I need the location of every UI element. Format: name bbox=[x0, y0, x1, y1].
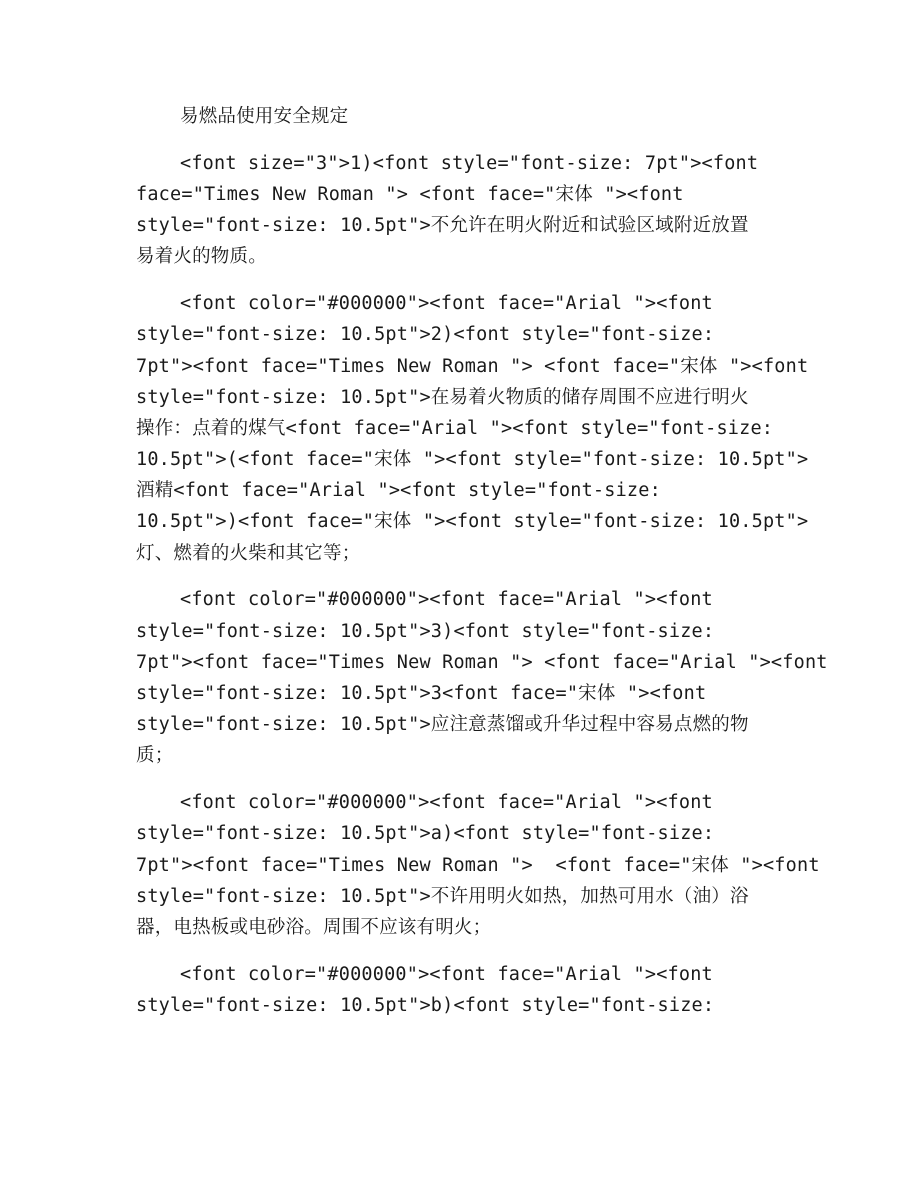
paragraph-line: 10.5pt">(<font face="宋体 "><font style="font-size: 10.5pt"> bbox=[136, 449, 809, 471]
paragraph-line: <font color="#000000"><font face="Arial "><font bbox=[180, 589, 713, 611]
paragraph-line: style="font-size: 10.5pt">2)<font style="font-size: bbox=[136, 324, 715, 346]
paragraph-line: <font color="#000000"><font face="Arial "><font bbox=[180, 963, 713, 985]
paragraph-line: style="font-size: 10.5pt">不许用明火如热，加热可用水（油）浴 bbox=[136, 885, 749, 907]
paragraph-gap bbox=[136, 772, 786, 788]
paragraph-gap bbox=[136, 132, 786, 148]
paragraph-5 bbox=[136, 959, 786, 1021]
paragraph-line: style="font-size: 10.5pt">在易着火物质的储存周围不应进行明火 bbox=[136, 386, 749, 408]
paragraph-line: <font color="#000000"><font face="Arial "><font bbox=[180, 293, 713, 315]
paragraph-line: 灯、燃着的火柴和其它等； bbox=[136, 542, 361, 564]
paragraph-2 bbox=[136, 288, 809, 569]
paragraph-line: 10.5pt">)<font face="宋体 "><font style="font-size: 10.5pt"> bbox=[136, 511, 809, 533]
paragraph-3 bbox=[136, 584, 828, 771]
paragraph-1 bbox=[136, 148, 786, 273]
paragraph-line: style="font-size: 10.5pt">a)<font style="font-size: bbox=[136, 823, 715, 845]
paragraph-line: 器，电热板或电砂浴。周围不应该有明火； bbox=[136, 916, 492, 938]
paragraph-line: style="font-size: 10.5pt">3<font face="宋体 "><font bbox=[136, 682, 707, 704]
paragraph-line: 7pt"><font face="Times New Roman "> <font face="Arial "><font bbox=[136, 651, 828, 673]
paragraph-line: 7pt"><font face="Times New Roman "> <font face="宋体 "><font bbox=[136, 355, 809, 377]
paragraph-gap bbox=[136, 943, 786, 959]
paragraph-line: 操作：点着的煤气<font face="Arial "><font style="font-size: bbox=[136, 417, 774, 439]
paragraph-gap bbox=[136, 569, 786, 585]
paragraph-gap bbox=[136, 273, 786, 289]
paragraph-line: 易着火的物质。 bbox=[136, 246, 267, 268]
paragraph-4 bbox=[136, 787, 820, 943]
paragraph-line: style="font-size: 10.5pt">不允许在明火附近和试验区域附近放置 bbox=[136, 215, 749, 237]
paragraph-line: 质； bbox=[136, 745, 174, 767]
paragraph-line: face="Times New Roman "> <font face="宋体 "><font bbox=[136, 183, 684, 205]
paragraph-line: <font size="3">1)<font style="font-size: 7pt"><font bbox=[180, 152, 759, 174]
document-body bbox=[136, 101, 828, 1021]
paragraph-line: 酒精<font face="Arial "><font style="font-size: bbox=[136, 480, 661, 502]
paragraph-line: style="font-size: 10.5pt">b)<font style="font-size: bbox=[136, 994, 715, 1016]
paragraph-line: style="font-size: 10.5pt">应注意蒸馏或升华过程中容易点燃的物 bbox=[136, 714, 749, 736]
document-title: 易燃品使用安全规定 bbox=[180, 106, 349, 127]
paragraph-line: <font color="#000000"><font face="Arial "><font bbox=[180, 792, 713, 814]
paragraph-line: 7pt"><font face="Times New Roman "> <font face="宋体 "><font bbox=[136, 854, 820, 876]
paragraph-line: style="font-size: 10.5pt">3)<font style="font-size: bbox=[136, 620, 715, 642]
